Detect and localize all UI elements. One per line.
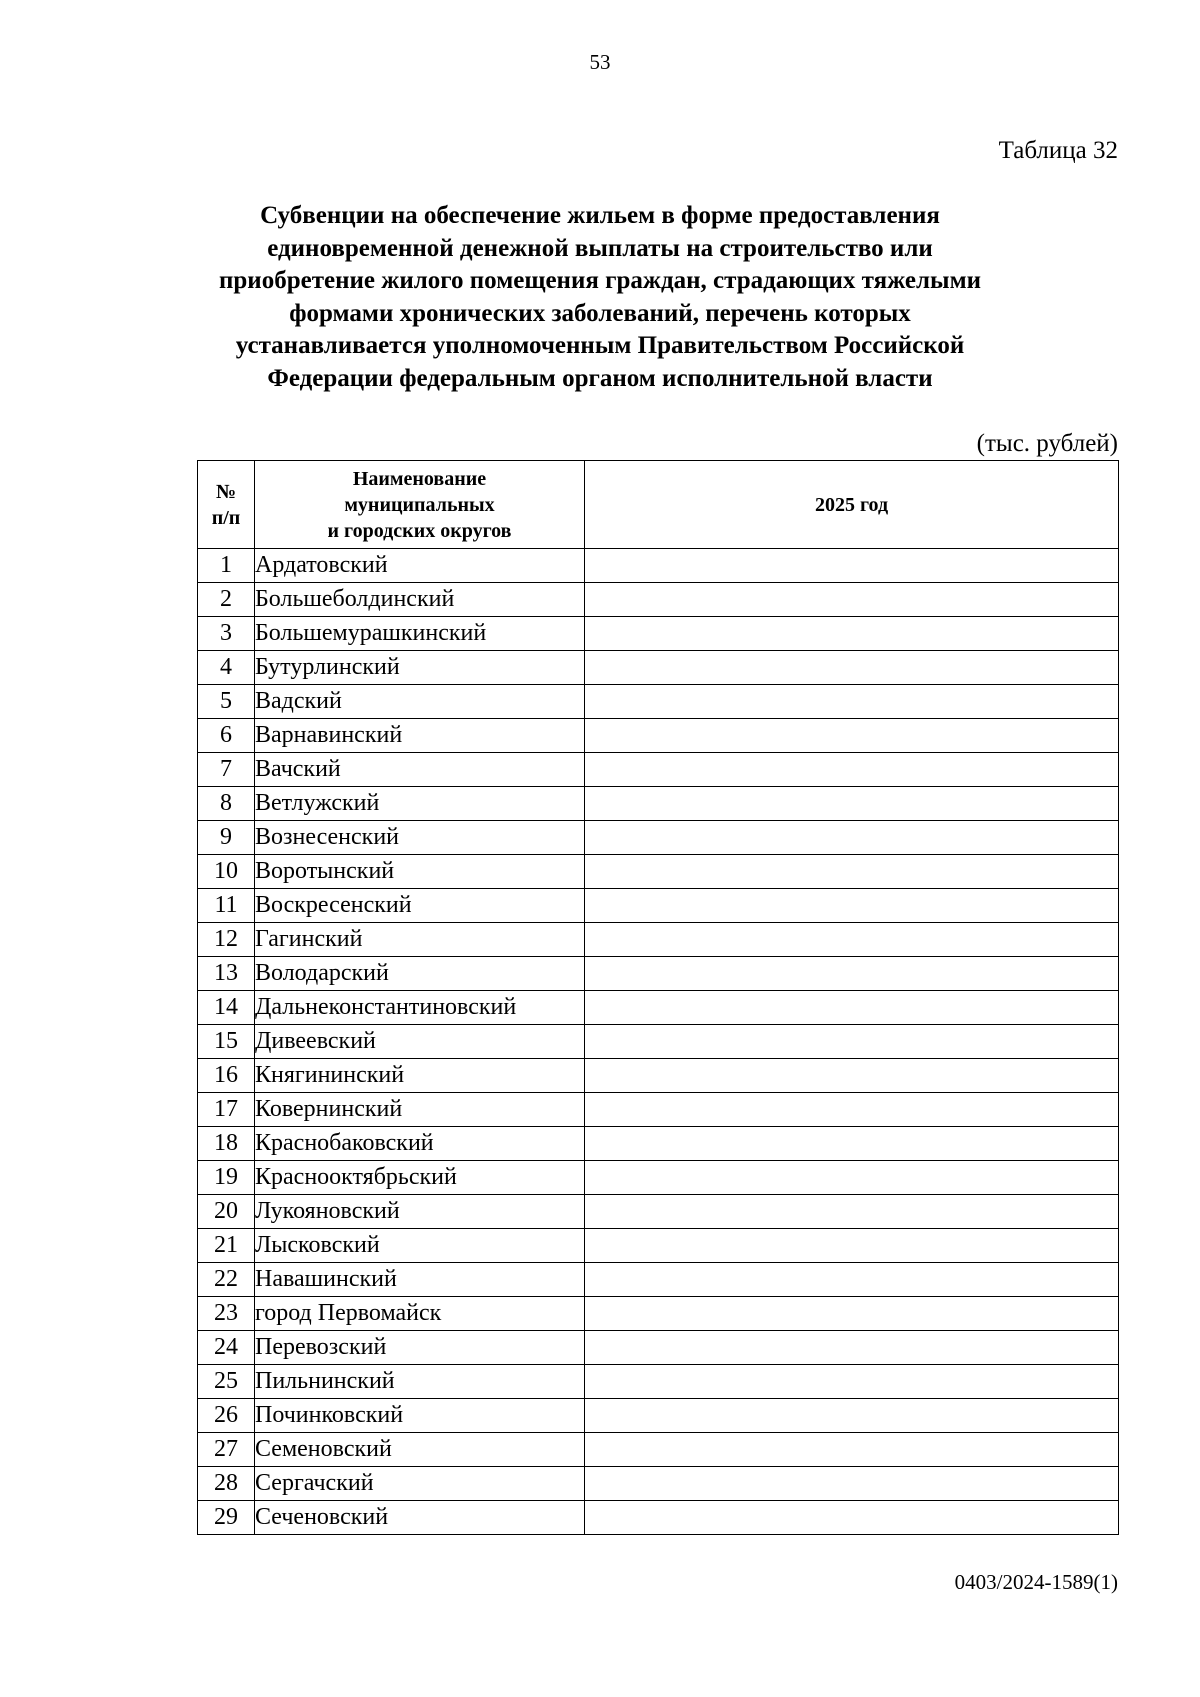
- table-row: [198, 1229, 1119, 1263]
- year-2025-value: [585, 1025, 1119, 1059]
- subsidy-table: [197, 460, 1119, 1535]
- row-number: 29: [198, 1501, 255, 1535]
- row-number: 27: [198, 1433, 255, 1467]
- district-name: Лукояновский: [255, 1195, 585, 1229]
- district-name: Княгининский: [255, 1059, 585, 1093]
- district-name: Бутурлинский: [255, 651, 585, 685]
- year-2025-value: [585, 1433, 1119, 1467]
- table-row: [198, 651, 1119, 685]
- row-number: 26: [198, 1399, 255, 1433]
- row-number: 25: [198, 1365, 255, 1399]
- table-row: [198, 1025, 1119, 1059]
- row-number: 7: [198, 753, 255, 787]
- table-row: [198, 617, 1119, 651]
- year-2025-value: [585, 651, 1119, 685]
- header-name: [255, 461, 585, 549]
- district-name: Большемурашкинский: [255, 617, 585, 651]
- table-row: [198, 1093, 1119, 1127]
- district-name: Сергачский: [255, 1467, 585, 1501]
- header-name-line: Наименование: [352, 467, 487, 490]
- row-number: 14: [198, 991, 255, 1025]
- header-num-line: №: [215, 480, 237, 503]
- district-name: Воскресенский: [255, 889, 585, 923]
- row-number: 23: [198, 1297, 255, 1331]
- table-row: [198, 1331, 1119, 1365]
- title-line: Субвенции на обеспечение жильем в форме предоставления: [260, 202, 940, 229]
- district-name: Большеболдинский: [255, 583, 585, 617]
- table-row: [198, 889, 1119, 923]
- year-2025-value: [585, 1399, 1119, 1433]
- year-2025-value: [585, 753, 1119, 787]
- row-number: 2: [198, 583, 255, 617]
- year-2025-value: [585, 1467, 1119, 1501]
- title-line: единовременной денежной выплаты на строительство или: [267, 234, 933, 262]
- row-number: 22: [198, 1263, 255, 1297]
- year-2025-value: [585, 1501, 1119, 1535]
- year-2025-value: [585, 1161, 1119, 1195]
- row-number: 10: [198, 855, 255, 889]
- table-label: Таблица 32: [998, 137, 1118, 164]
- year-2025-value: [585, 1331, 1119, 1365]
- district-name: Дальнеконстантиновский: [255, 991, 585, 1025]
- row-number: 9: [198, 821, 255, 855]
- year-2025-value: [585, 957, 1119, 991]
- year-2025-value: [585, 1263, 1119, 1297]
- header-num-line: п/п: [211, 506, 241, 529]
- units-label: (тыс. рублей): [976, 430, 1118, 457]
- district-name: Пильнинский: [255, 1365, 585, 1399]
- district-name: Починковский: [255, 1399, 585, 1433]
- district-name: Перевозский: [255, 1331, 585, 1365]
- district-name: Семеновский: [255, 1433, 585, 1467]
- table-row: [198, 1059, 1119, 1093]
- row-number: 3: [198, 617, 255, 651]
- year-2025-value: [585, 1059, 1119, 1093]
- table-row: [198, 957, 1119, 991]
- table-row: [198, 1501, 1119, 1535]
- district-name: Воротынский: [255, 855, 585, 889]
- document-code: 0403/2024-1589(1): [954, 1570, 1118, 1594]
- title-line: приобретение жилого помещения граждан, страдающих тяжелыми: [219, 267, 981, 294]
- table-header-row: [198, 461, 1119, 549]
- row-number: 6: [198, 719, 255, 753]
- table-row: [198, 821, 1119, 855]
- table-row: [198, 1297, 1119, 1331]
- district-name: Гагинский: [255, 923, 585, 957]
- row-number: 20: [198, 1195, 255, 1229]
- table-row: [198, 991, 1119, 1025]
- year-2025-value: [585, 923, 1119, 957]
- year-2025-value: [585, 821, 1119, 855]
- table-row: [198, 1161, 1119, 1195]
- row-number: 16: [198, 1059, 255, 1093]
- header-num: [198, 461, 255, 549]
- table-row: [198, 753, 1119, 787]
- year-2025-value: [585, 549, 1119, 583]
- year-2025-value: [585, 991, 1119, 1025]
- page-number: 53: [589, 50, 611, 74]
- title-line: Федерации федеральным органом исполнительной власти: [267, 364, 933, 392]
- row-number: 11: [198, 889, 255, 923]
- row-number: 21: [198, 1229, 255, 1263]
- row-number: 1: [198, 549, 255, 583]
- table-row: [198, 549, 1119, 583]
- table-row: [198, 583, 1119, 617]
- year-2025-value: [585, 1093, 1119, 1127]
- table-row: [198, 685, 1119, 719]
- year-2025-value: [585, 889, 1119, 923]
- year-2025-value: [585, 855, 1119, 889]
- district-name: Краснооктябрьский: [255, 1161, 585, 1195]
- row-number: 13: [198, 957, 255, 991]
- district-name: Ковернинский: [255, 1093, 585, 1127]
- table-row: [198, 719, 1119, 753]
- district-name: Краснобаковский: [255, 1127, 585, 1161]
- row-number: 19: [198, 1161, 255, 1195]
- row-number: 8: [198, 787, 255, 821]
- header-year: 2025 год: [585, 461, 1119, 549]
- year-2025-value: [585, 719, 1119, 753]
- district-name: Навашинский: [255, 1263, 585, 1297]
- year-2025-value: [585, 1195, 1119, 1229]
- table-body: [198, 549, 1119, 1535]
- district-name: Ардатовский: [255, 549, 585, 583]
- document-title: [150, 200, 1050, 395]
- row-number: 24: [198, 1331, 255, 1365]
- table-row: [198, 1195, 1119, 1229]
- table-row: [198, 923, 1119, 957]
- district-name: Варнавинский: [255, 719, 585, 753]
- row-number: 18: [198, 1127, 255, 1161]
- district-name: Ветлужский: [255, 787, 585, 821]
- row-number: 15: [198, 1025, 255, 1059]
- table-row: [198, 855, 1119, 889]
- row-number: 5: [198, 685, 255, 719]
- district-name: город Первомайск: [255, 1297, 585, 1331]
- district-name: Вадский: [255, 685, 585, 719]
- district-name: Володарский: [255, 957, 585, 991]
- row-number: 28: [198, 1467, 255, 1501]
- table-row: [198, 1467, 1119, 1501]
- title-line: устанавливается уполномоченным Правительством Российской: [235, 332, 965, 359]
- header-name-line: и городских округов: [327, 519, 512, 542]
- district-name: Вознесенский: [255, 821, 585, 855]
- table-row: [198, 787, 1119, 821]
- row-number: 12: [198, 923, 255, 957]
- table-row: [198, 1433, 1119, 1467]
- table-row: [198, 1127, 1119, 1161]
- row-number: 17: [198, 1093, 255, 1127]
- district-name: Сеченовский: [255, 1501, 585, 1535]
- year-2025-value: [585, 1297, 1119, 1331]
- table-row: [198, 1399, 1119, 1433]
- district-name: Вачский: [255, 753, 585, 787]
- year-2025-value: [585, 1365, 1119, 1399]
- year-2025-value: [585, 1127, 1119, 1161]
- district-name: Дивеевский: [255, 1025, 585, 1059]
- header-name-line: муниципальных: [344, 493, 495, 516]
- year-2025-value: [585, 583, 1119, 617]
- year-2025-value: [585, 1229, 1119, 1263]
- title-line: формами хронических заболеваний, перечень которых: [289, 299, 911, 327]
- year-2025-value: [585, 787, 1119, 821]
- row-number: 4: [198, 651, 255, 685]
- district-name: Лысковский: [255, 1229, 585, 1263]
- table-row: [198, 1263, 1119, 1297]
- year-2025-value: [585, 617, 1119, 651]
- table-row: [198, 1365, 1119, 1399]
- year-2025-value: [585, 685, 1119, 719]
